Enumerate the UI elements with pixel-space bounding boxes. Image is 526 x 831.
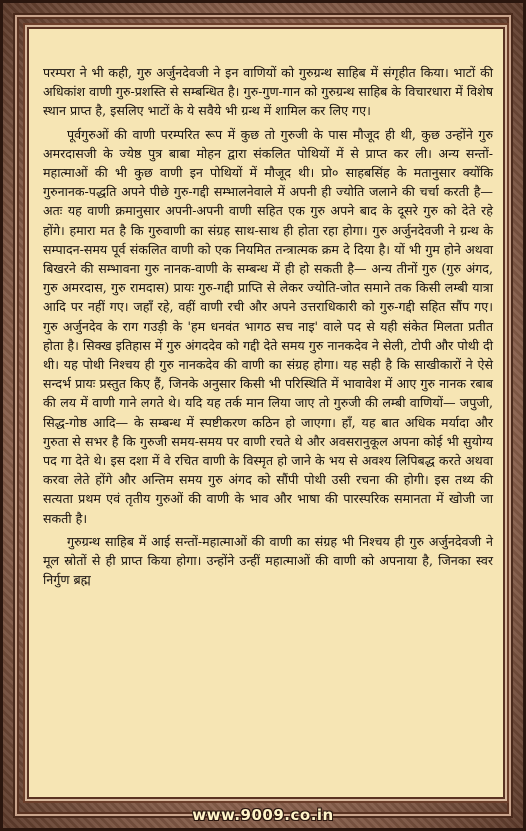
paragraph-1: परम्परा ने भी कही, गुरु अर्जुनदेवजी ने इन वाणियों को गुरुग्रन्थ साहिब में संगृहीत किया। भाटों की अधिकांश वाणी गुरु-प्रशस्ति से सम्बन्धित है। गुरु-गुण-गान को गुरुग्रन्थ साहिब के विचारधारा में विशेष स्थान प्राप्त है, इसलिए भाटों के ये सवैये भी ग्रन्थ में शामिल कर लिए गए। — [43, 65, 493, 119]
paragraph-3: गुरुग्रन्थ साहिब में आई सन्तों-महात्माओं की वाणी का संग्रह भी निश्चय ही गुरु अर्जुनदेवजी ने मूल स्रोतों से ही प्राप्त किया होगा। उन्होंने उन्हीं महात्माओं की वाणी को अपनाया है, जिनका स्वर निर्गुण ब्रह्म — [43, 533, 493, 588]
paragraph-2: पूर्वगुरुओं की वाणी परम्परित रूप में कुछ तो गुरुजी के पास मौजूद ही थी, कुछ उन्होंने गुरु अमरदासजी के ज्येष्ठ पुत्र बाबा मोहन द्वारा संकलित पोथियों में से प्राप्त कर ली। अन्य सन्तों-महात्माओं की भी कुछ वाणी इन पोथियों में मौजूद थी। प्रो० साहबसिंह के मतानुसार क्योंकि गुरुनानक-पद्धति अपने पीछे गुरु-गद्दी सम्भालनेवाले में अपनी ही ज्योति जलाने की चर्चा करती है— अतः यह वाणी क्रमानुसार अपनी-अपनी वाणी सहित एक गुरु अपने बाद के दूसरे गुरु को देते रहे होंगे। हमारा मत है कि गुरुवाणी का संग्रह साथ-साथ ही होता रहा होगा। गुरु अर्जुनदेवजी ने ग्रन्थ के सम्पादन-समय पूर्व संकलित वाणी को एक नियमित तन्त्रात्मक क्रम दे दिया है। यों भी गुम होने अथवा बिखरने की सम्भावना गुरु नानक-वाणी के सम्बन्ध में ही हो सकती है— अन्य तीनों गुरु (गुरु अंगद, गुरु अमरदास, गुरु रामदास) प्रायः गुरु-गद्दी प्राप्ति से लेकर ज्योति-जोत समाने तक किसी लम्बी यात्रा आदि पर नहीं गए। जहाँ रहे, वहीं वाणी रची और अपने उत्तराधिकारी को गुरु-गद्दी सहित सौंप गए। गुरु अर्जुनदेव के राग गउड़ी के 'हम धनवंत भागठ सच नाइ' वाले पद से यही संकेत मिलता प्रतीत होता है। सिक्ख इतिहास में गुरु अंगददेव को गद्दी देते समय गुरु नानकदेव ने सेली, टोपी और पोथी दी थी। यह पोथी निश्चय ही गुरु नानकदेव की वाणी का संग्रह होगा। यह सही है कि साखीकारों ने ऐसे सन्दर्भ प्रायः प्रस्तुत किए हैं, जिनके अनुसार किसी भी परिस्थिति में भावावेश में आए गुरु नानक रबाब की लय में वाणी गाने लगते थे। यदि यह तर्क मान लिया जाए तो गुरुजी की लम्बी वाणियों— जपुजी, सिद्ध-गोष्ठ आदि— के सम्बन्ध में स्पष्टीकरण कठिन हो जाएगा। हाँ, यह बात अधिक मर्यादा और गुरुता से सभर है कि गुरुजी समय-समय पर वाणी रचते थे और अवसरानुकूल अपना कोई भी सुयोग्य पद गा देते थे। इस दशा में वे रचित वाणी के विस्मृत हो जाने के भय से अवश्य लिपिबद्ध करते अथवा करवा लेते होंगे और अन्तिम समय गुरु अंगद को सौंपी पोथी उसी रचना की होगी। इस तथ्य की सत्यता प्रथम एवं तृतीय गुरुओं की वाणी के भाव और भाषा की पारस्परिक समानता में खोजी जा सकती है। — [43, 126, 493, 526]
website-footer: www.9009.co.in — [192, 806, 334, 824]
document-page — [27, 27, 505, 799]
